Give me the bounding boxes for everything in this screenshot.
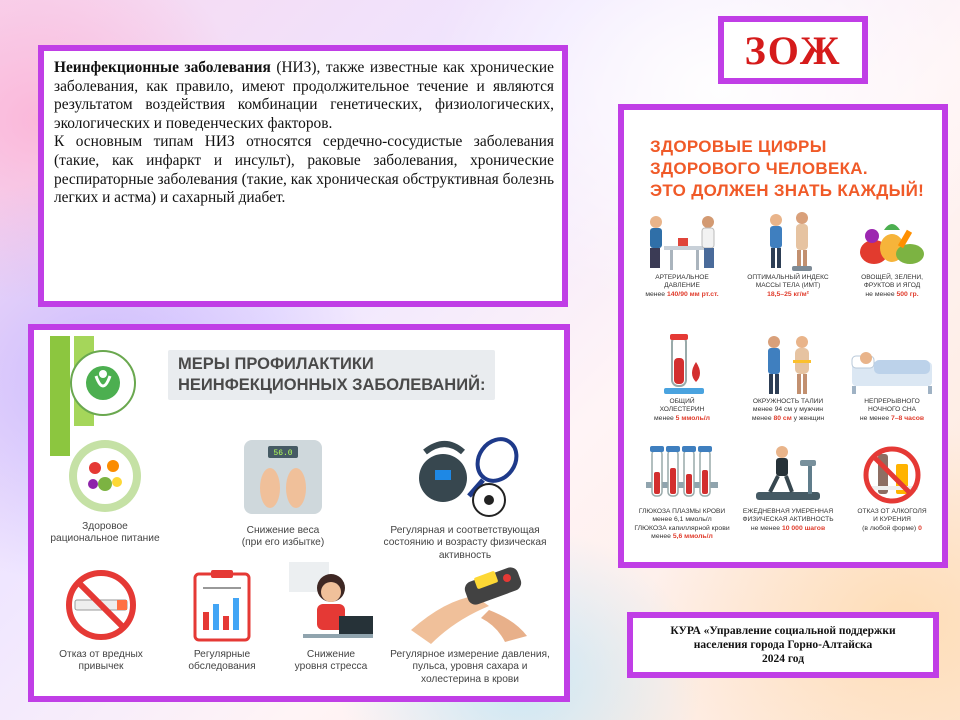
salad-bowl-icon: [65, 436, 145, 516]
footer-box: [627, 612, 939, 678]
regular-checkups-item: Регулярные обследования: [172, 568, 272, 674]
svg-text:56.0: 56.0: [273, 449, 293, 458]
regular-measurement-item: Регулярное измерение давления, пульса, уровня сахара и холестерина в крови: [380, 560, 558, 686]
ncd-term: Неинфекционные заболевания: [54, 59, 271, 76]
nmic-logo-emblem: [72, 352, 134, 414]
ncd-text-box: [38, 45, 568, 307]
scale-icon: [238, 436, 328, 520]
no-alcohol-item: ОТКАЗ ОТ АЛКОГОЛЯ И КУРЕНИЯ (в любой форме) 0: [844, 442, 940, 533]
zoj-title-box: [718, 16, 868, 84]
sleep-item: НЕПРЕРЫВНОГО НОЧНОГО СНА не менее 7–8 часов: [844, 332, 940, 423]
glucometer-hand-icon: [405, 560, 535, 644]
footer-org-line2: населения города Горно-Алтайска: [693, 639, 873, 651]
nmic-logo: [70, 350, 136, 416]
doctor-patient-icon: [634, 208, 730, 274]
sport-equipment-icon: [405, 432, 525, 520]
vegetables-icon: [844, 208, 940, 274]
stressed-woman-icon: [283, 558, 379, 644]
ncd-abbr: (НИЗ): [270, 59, 317, 76]
footer-year: 2024 год: [761, 653, 805, 665]
clipboard-icon: [187, 568, 257, 644]
bmi-item: ОПТИМАЛЬНЫЙ ИНДЕКС МАССЫ ТЕЛА (ИМТ) 18,5–25 кг/м²: [740, 208, 836, 299]
blood-samples-icon: [634, 442, 730, 508]
bed-sleep-icon: [844, 332, 940, 398]
no-bad-habits-item: Отказ от вредных привычек: [46, 564, 156, 674]
page-title: ЗОЖ: [744, 27, 842, 73]
glucose-item: ГЛЮКОЗА ПЛАЗМЫ КРОВИ менее 6,1 ммоль/л ГЛЮКОЗА капиллярной крови менее 5,6 ммоль/л: [634, 442, 730, 542]
blood-pressure-item: АРТЕРИАЛЬНОЕ ДАВЛЕНИЕ менее 140/90 мм рт.ст.: [634, 208, 730, 299]
physical-activity-item: Регулярная и соответствующая состоянию и возрасту физическая активность: [370, 432, 558, 562]
cholesterol-item: ОБЩИЙ ХОЛЕСТЕРИН менее 5 ммоль/л: [634, 332, 730, 423]
no-smoking-icon: [61, 564, 141, 644]
prevention-infographic: [28, 324, 570, 702]
vegetables-item: ОВОЩЕЙ, ЗЕЛЕНИ, ФРУКТОВ И ЯГОД не менее 500 гр.: [844, 208, 940, 299]
ncd-definition-rest: , также известные как хронические заболевания, как правило, имеют продолжительное течение и являются результатом воздействия комбинации генетических, физиологических, экологических и поведенческих факторов.: [54, 59, 554, 132]
waist-measure-icon: [740, 332, 836, 398]
ncd-types: К основным типам НИЗ относятся сердечно-сосудистые заболевания (такие, как инфаркт и инсульт), раковые заболевания, хронические респираторные заболевания (такие, как хроническая обструктивная болезнь легких и астма) и сахарный диабет.: [54, 133, 554, 207]
activity-item: ЕЖЕДНЕВНАЯ УМЕРЕННАЯ ФИЗИЧЕСКАЯ АКТИВНОСТЬ не менее 10 000 шагов: [740, 442, 836, 533]
healthy-numbers-infographic: [618, 104, 948, 568]
treadmill-icon: [740, 442, 836, 508]
test-tube-icon: [634, 332, 730, 398]
ncd-definition: [54, 59, 554, 133]
weight-loss-item: 56.0 Снижение веса (при его избытке): [218, 436, 348, 550]
prevention-heading: МЕРЫ ПРОФИЛАКТИКИ НЕИНФЕКЦИОННЫХ ЗАБОЛЕВАНИЙ:: [168, 350, 495, 400]
healthy-numbers-heading: ЗДОРОВЫЕ ЦИФРЫ ЗДОРОВОГО ЧЕЛОВЕКА. ЭТО ДОЛЖЕН ЗНАТЬ КАЖДЫЙ!: [650, 137, 925, 200]
no-alcohol-icon: [844, 442, 940, 508]
footer-org-line1: КУРА «Управление социальной поддержки: [670, 625, 896, 637]
bmi-measure-icon: [740, 208, 836, 274]
waist-item: ОКРУЖНОСТЬ ТАЛИИ менее 94 см у мужчин менее 80 см у женщин: [740, 332, 836, 423]
healthy-food-item: Здоровое рациональное питание: [50, 436, 160, 546]
stress-reduction-item: Снижение уровня стресса: [276, 558, 386, 674]
